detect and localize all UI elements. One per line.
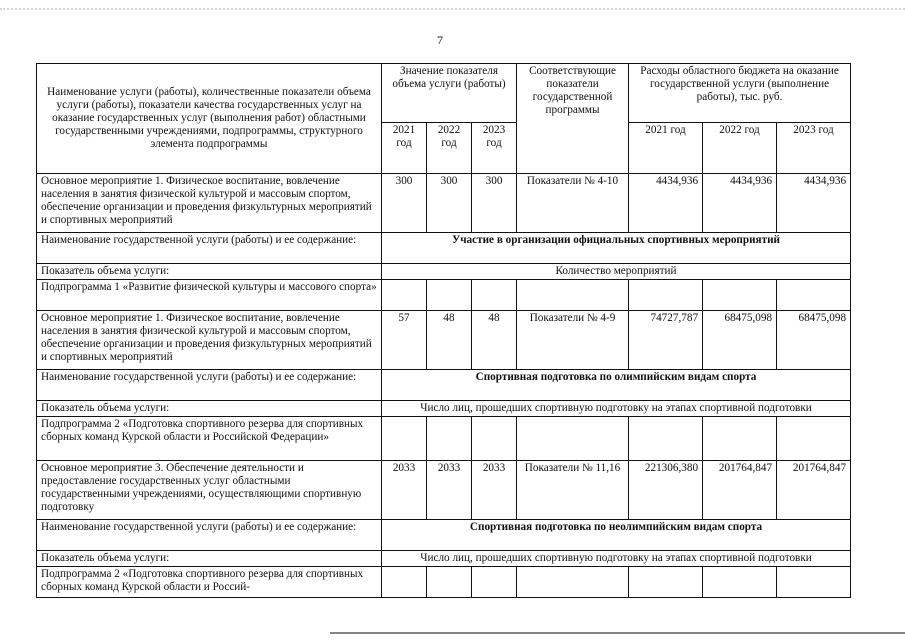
volume-indicator: Количество мероприятий: [382, 264, 851, 280]
value-2023: 300: [472, 174, 517, 233]
table-row: [37, 567, 851, 598]
value-2022: 2033: [427, 461, 472, 520]
value-2021: 2033: [382, 461, 427, 520]
service-title: Участие в организации официальных спортивных мероприятий: [382, 233, 851, 264]
row-name: Основное мероприятие 1. Физическое воспитание, вовлечение населения в занятия физической культурой и массовым спортом, обеспечение организации и проведения физкультурных мероприятий и спортивных мероприятий: [37, 174, 382, 233]
value-2022: 300: [427, 174, 472, 233]
volume-indicator: Число лиц, прошедших спортивную подготовку на этапах спортивной подготовки: [382, 401, 851, 417]
row-name: Наименование государственной услуги (работы) и ее содержание:: [37, 370, 382, 401]
table-row: [37, 264, 851, 280]
header-year-value-2023: 2023 год: [472, 123, 517, 174]
program-indicator: Показатели № 11,16: [517, 461, 629, 520]
scan-edge-top: [0, 0, 905, 10]
expense-2023: 201764,847: [777, 461, 851, 520]
row-name: Подпрограмма 1 «Развитие физической культуры и массового спорта»: [37, 280, 382, 311]
row-name: Подпрограмма 2 «Подготовка спортивного резерва для спортивных сборных команд Курской области и Российской Федерации»: [37, 417, 382, 461]
expense-2022: 68475,098: [703, 311, 777, 370]
volume-indicator: Число лиц, прошедших спортивную подготовку на этапах спортивной подготовки: [382, 551, 851, 567]
row-name: Наименование государственной услуги (работы) и ее содержание:: [37, 520, 382, 551]
program-indicator: Показатели № 4-10: [517, 174, 629, 233]
header-expense: Расходы областного бюджета на оказание государственной услуги (выполнение работы), тыс. руб.: [629, 64, 851, 123]
table-row: [37, 311, 851, 370]
expense-2022: 201764,847: [703, 461, 777, 520]
services-table: [36, 63, 851, 598]
expense-2023: 4434,936: [777, 174, 851, 233]
expense-2021: 221306,380: [629, 461, 703, 520]
value-2023: 2033: [472, 461, 517, 520]
service-title: Спортивная подготовка по олимпийским видам спорта: [382, 370, 851, 401]
expense-2022: 4434,936: [703, 174, 777, 233]
program-indicator: Показатели № 4-9: [517, 311, 629, 370]
header-name: Наименование услуги (работы), количественные показатели объема услуги (работы), показатели качества государственных услуг на оказание государственных услуг (выполнения работ) областными государственными учреждениями, подпрограммы, структурного элемента подпрограммы: [37, 64, 382, 174]
scan-edge-bottom: [330, 632, 905, 634]
header-program: Соответствующие показатели государственной программы: [517, 64, 629, 174]
table-row: [37, 417, 851, 461]
row-name: Основное мероприятие 3. Обеспечение деятельности и предоставление государственных услуг областными государственными учреждениями, осуществляющими спортивную подготовку: [37, 461, 382, 520]
table-row: [37, 233, 851, 264]
table-row: [37, 401, 851, 417]
table-row: [37, 174, 851, 233]
row-name: Показатель объема услуги:: [37, 551, 382, 567]
service-title: Спортивная подготовка по неолимпийским видам спорта: [382, 520, 851, 551]
expense-2021: 74727,787: [629, 311, 703, 370]
row-name: Показатель объема услуги:: [37, 401, 382, 417]
expense-2023: 68475,098: [777, 311, 851, 370]
header-value: Значение показателя объема услуги (работы): [382, 64, 517, 123]
table-row: [37, 461, 851, 520]
row-name: Основное мероприятие 1. Физическое воспитание, вовлечение населения в занятия физической культурой и массовым спортом, обеспечение организации и проведения физкультурных мероприятий и спортивных мероприятий: [37, 311, 382, 370]
row-name: Подпрограмма 2 «Подготовка спортивного резерва для спортивных сборных команд Курской области и Россий-: [37, 567, 382, 598]
row-name: Показатель объема услуги:: [37, 264, 382, 280]
header-row-1: [37, 64, 851, 123]
header-year-expense-2023: 2023 год: [777, 123, 851, 174]
table-row: [37, 551, 851, 567]
expense-2021: 4434,936: [629, 174, 703, 233]
value-2022: 48: [427, 311, 472, 370]
table-row: [37, 370, 851, 401]
header-year-expense-2021: 2021 год: [629, 123, 703, 174]
page-number: 7: [437, 33, 443, 47]
header-year-value-2022: 2022 год: [427, 123, 472, 174]
table-row: [37, 520, 851, 551]
value-2021: 300: [382, 174, 427, 233]
header-year-value-2021: 2021 год: [382, 123, 427, 174]
header-year-expense-2022: 2022 год: [703, 123, 777, 174]
table-row: [37, 280, 851, 311]
value-2023: 48: [472, 311, 517, 370]
value-2021: 57: [382, 311, 427, 370]
row-name: Наименование государственной услуги (работы) и ее содержание:: [37, 233, 382, 264]
